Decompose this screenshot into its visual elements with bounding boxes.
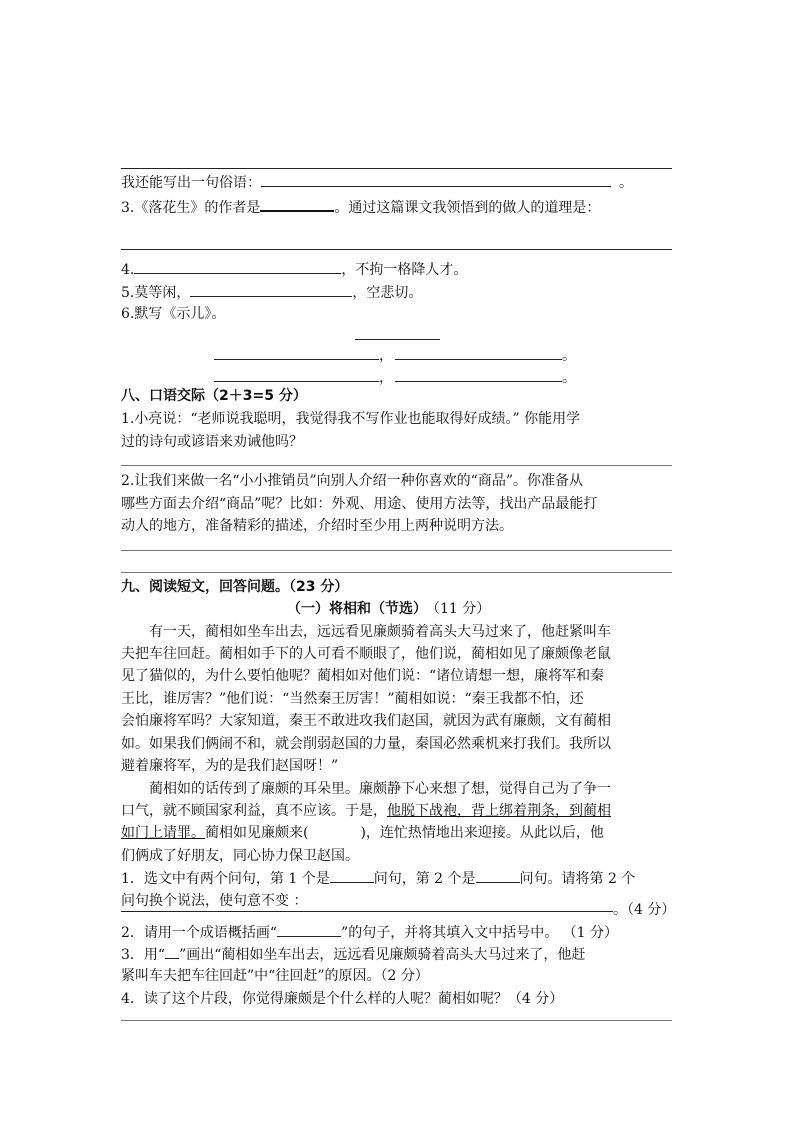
p2-line: [121, 823, 604, 843]
p1-line: 王比，谁厉害？”他们说：“当然秦王厉害！”蔺相如说：“秦王我都不怕，还: [121, 691, 584, 707]
p2-line: [121, 801, 611, 821]
q4-suffix: ，不拘一格降人才。: [341, 262, 468, 278]
answer-line[interactable]: [121, 1020, 672, 1021]
p1-line: 避着廉将军，为的是我们赵国呀！”: [121, 758, 339, 774]
question-3: [121, 196, 600, 218]
poem-blank[interactable]: [214, 367, 379, 382]
comma-text: ，: [379, 370, 393, 386]
question-type-blank[interactable]: [476, 868, 520, 883]
poem-title-blank[interactable]: [355, 339, 440, 340]
answer-line[interactable]: [121, 465, 672, 466]
proverb-line: [121, 172, 633, 193]
s8-q1-line1: 1.小亮说：“老师说我聪明，我觉得我不写作业也能取得好成绩。” 你能用学: [121, 411, 581, 427]
section-8-heading: 八、口语交际（2＋3=5 分）: [121, 388, 307, 404]
section-9-heading: 九、阅读短文，回答问题。（23 分）: [121, 579, 349, 595]
p2-text: 口气，就不顾国家利益，真不应该。于是，: [121, 803, 387, 819]
q1-text: 1．选文中有两个问句，第 1 个是: [121, 871, 330, 887]
poem-blank[interactable]: [190, 282, 352, 297]
q3-suffix: 。通过这篇课文我领悟到的做人的道理是：: [334, 200, 601, 216]
proverb-prefix: 我还能写出一句俗语：: [121, 175, 261, 191]
p1-line: 会怕廉将军吗？大家知道，秦王不敢进攻我们赵国，就因为武有廉颇，文有蔺相: [121, 713, 611, 729]
p1-line: 见了猫似的，为什么要怕他呢？蔺相如对他们说：“诸位请想一想，廉将军和秦: [121, 668, 605, 684]
s8-q1-line2: 过的诗句或谚语来劝诫他吗？: [121, 434, 303, 450]
s9-q1-score: 。（4 分）: [613, 902, 676, 918]
q5-prefix: 5.莫等闲，: [121, 285, 191, 301]
p2-text: 蔺相如见廉颇来(: [205, 825, 309, 841]
question-4: [121, 259, 467, 280]
answer-line[interactable]: [121, 572, 672, 573]
s9-q4: 4．读了这个片段，你觉得廉颇是个什么样的人呢？蔺相如呢？（4 分）: [121, 991, 564, 1007]
line-sample-blank: [277, 922, 341, 937]
s9-q3-line2: 紧叫车夫把车往回赶”中“往回赶”的原因。（2 分）: [121, 968, 429, 984]
answer-line[interactable]: [121, 249, 672, 250]
underlined-sentence: 如门上请罪。: [121, 825, 205, 841]
s8-q2-line3: 动人的地方，准备精彩的描述，介绍时至少用上两种说明方法。: [121, 518, 513, 534]
q3-text: 3．用“: [121, 947, 166, 963]
passage-score: （11 分）: [433, 601, 491, 617]
line-sample-blank: [165, 944, 179, 959]
q3-text: ”画出“蔺相如坐车出去，远远看见廉颇骑着高头大马过来了，他赶: [179, 947, 586, 963]
q3-prefix: 3.《落花生》的作者是: [121, 200, 261, 216]
poem-blank[interactable]: [395, 345, 562, 360]
q1-text: 问句。请将第 2 个: [519, 871, 636, 887]
s9-q1-line1: [121, 868, 635, 889]
answer-line[interactable]: [121, 911, 613, 912]
q2-text: 2．请用一个成语概括画“: [121, 925, 278, 941]
s9-q1-line2: 问句换个说法，使句意不变 ：: [121, 893, 308, 909]
poem-blank[interactable]: [395, 367, 562, 382]
q6-text: 6.默写《示儿》。: [121, 306, 226, 322]
passage-title: （一）将相和（节选）: [287, 601, 427, 617]
q5-suffix: ，空悲切。: [352, 285, 423, 301]
answer-line[interactable]: [121, 550, 672, 551]
period-text: 。: [562, 348, 576, 364]
proverb-blank[interactable]: [261, 172, 611, 187]
period-text: 。: [619, 175, 633, 191]
q1-text: 问句，第 2 个是: [373, 871, 476, 887]
answer-line: [121, 168, 672, 169]
author-blank[interactable]: [260, 196, 334, 212]
s9-q3-line1: [121, 944, 585, 965]
p1-line: 夫把车往回赶。蔺相如手下的人可看不顺眼了，他们说，蔺相如见了廉颇像老鼠: [121, 646, 611, 662]
s9-q2: [121, 922, 618, 943]
poem-line: [214, 345, 576, 366]
period-text: 。: [562, 370, 576, 386]
underlined-sentence: 他脱下战袍，背上绑着荆条，到蔺相: [387, 803, 611, 819]
comma-text: ，: [379, 348, 393, 364]
question-6: [121, 304, 225, 324]
poem-line: [214, 367, 576, 388]
passage-subtitle: [287, 599, 490, 619]
q4-prefix: 4.: [121, 262, 135, 278]
p2-text: )，连忙热情地出来迎接。从此以后，他: [360, 825, 604, 841]
poem-blank[interactable]: [134, 259, 341, 274]
s8-q2-line1: 2.让我们来做一名“小小推销员”向别人介绍一种你喜欢的“商品”。你准备从: [121, 473, 583, 489]
q2-text: ”的句子，并将其填入文中括号中。 （1 分）: [341, 925, 619, 941]
p1-line: 有一天，蔺相如坐车出去，远远看见廉颇骑着高头大马过来了，他赶紧叫车: [149, 624, 611, 640]
question-5: [121, 282, 422, 303]
question-type-blank[interactable]: [330, 868, 374, 883]
p2-line: 们俩成了好朋友，同心协力保卫赵国。: [121, 848, 359, 864]
s8-q2-line2: 哪些方面去介绍“商品”呢？比如：外观、用途、使用方法等，找出产品最能打: [121, 496, 598, 512]
poem-blank[interactable]: [214, 345, 379, 360]
p2-line: 蔺相如的话传到了廉颇的耳朵里。廉颇静下心来想了想，觉得自己为了争一: [149, 781, 611, 797]
p1-line: 如。如果我们俩闹不和，就会削弱赵国的力量，秦国必然乘机来打我们。我所以: [121, 736, 611, 752]
